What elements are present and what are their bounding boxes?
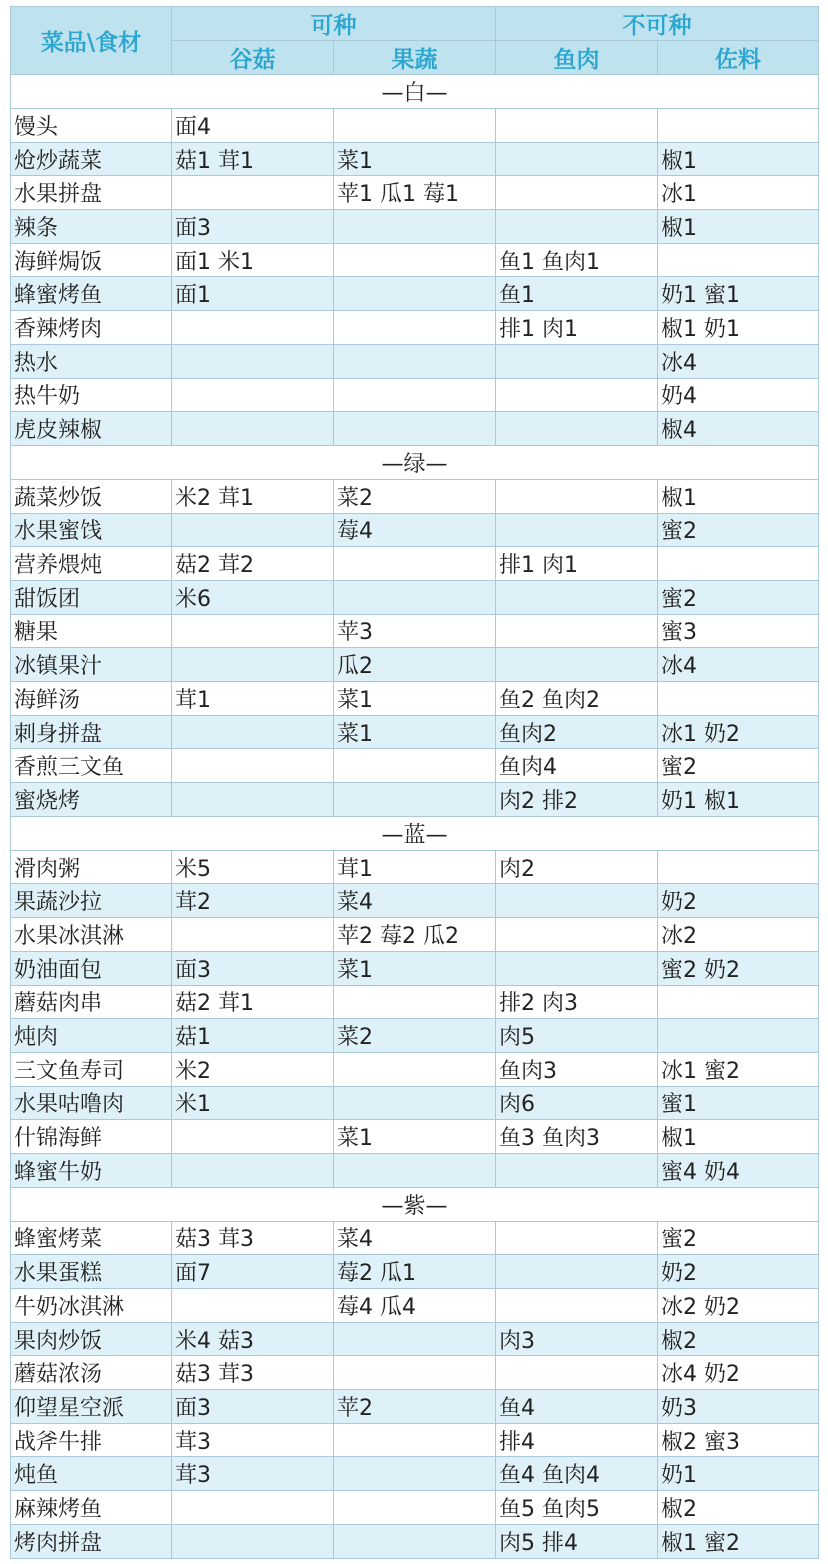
dish-name-cell: 馒头 [11,109,172,143]
fruit-vegetable-cell [334,344,496,378]
dish-name-cell: 香辣烤肉 [11,311,172,345]
dish-name-cell: 香煎三文鱼 [11,749,172,783]
grain-mushroom-cell [172,783,334,817]
fish-meat-cell: 排4 [496,1423,658,1457]
table-row [11,109,819,143]
grain-mushroom-cell [172,412,334,446]
dish-name-cell: 水果咕噜肉 [11,1086,172,1120]
fruit-vegetable-cell [334,109,496,143]
header-column-seasoning: 佐料 [658,41,819,75]
fish-meat-cell [496,884,658,918]
grain-mushroom-cell: 面1 米1 [172,243,334,277]
seasoning-cell: 椒2 [658,1491,819,1525]
recipe-ingredient-table-container [10,6,818,1559]
fruit-vegetable-cell [334,1153,496,1187]
header-corner-dish-ingredient: 菜品\食材 [11,7,172,75]
seasoning-cell: 蜜3 [658,614,819,648]
fish-meat-cell: 鱼1 鱼肉1 [496,243,658,277]
dish-name-cell: 滑肉粥 [11,850,172,884]
grain-mushroom-cell: 面1 [172,277,334,311]
table-row [11,682,819,716]
fruit-vegetable-cell [334,1356,496,1390]
seasoning-cell [658,1019,819,1053]
fruit-vegetable-cell [334,1322,496,1356]
fruit-vegetable-cell: 苹3 [334,614,496,648]
table-row [11,311,819,345]
grain-mushroom-cell: 面3 [172,1390,334,1424]
dish-name-cell: 水果拼盘 [11,176,172,210]
fish-meat-cell [496,918,658,952]
table-row [11,614,819,648]
section-header-row [11,1187,819,1221]
table-row [11,1255,819,1289]
grain-mushroom-cell [172,918,334,952]
section-header-row [11,75,819,109]
dish-name-cell: 水果冰淇淋 [11,918,172,952]
dish-name-cell: 三文鱼寿司 [11,1052,172,1086]
fruit-vegetable-cell: 菜4 [334,884,496,918]
fruit-vegetable-cell [334,1524,496,1558]
seasoning-cell: 冰4 [658,648,819,682]
fruit-vegetable-cell: 苹1 瓜1 莓1 [334,176,496,210]
grain-mushroom-cell: 米6 [172,580,334,614]
grain-mushroom-cell: 米5 [172,850,334,884]
grain-mushroom-cell: 菇3 茸3 [172,1221,334,1255]
fish-meat-cell: 肉5 排4 [496,1524,658,1558]
fruit-vegetable-cell: 菜1 [334,951,496,985]
seasoning-cell: 冰1 奶2 [658,715,819,749]
grain-mushroom-cell: 米2 [172,1052,334,1086]
section-title: —绿— [11,445,819,479]
grain-mushroom-cell: 面4 [172,109,334,143]
dish-name-cell: 蘑菇肉串 [11,985,172,1019]
seasoning-cell: 蜜4 奶4 [658,1153,819,1187]
dish-name-cell: 蜜烧烤 [11,783,172,817]
fruit-vegetable-cell: 菜1 [334,1120,496,1154]
seasoning-cell: 椒2 [658,1322,819,1356]
table-row [11,1322,819,1356]
fruit-vegetable-cell [334,580,496,614]
table-row [11,412,819,446]
fruit-vegetable-cell: 莓4 瓜4 [334,1289,496,1323]
dish-name-cell: 水果蜜饯 [11,513,172,547]
table-row [11,580,819,614]
seasoning-cell: 冰4 [658,344,819,378]
fish-meat-cell [496,176,658,210]
dish-name-cell: 海鲜焗饭 [11,243,172,277]
grain-mushroom-cell [172,1120,334,1154]
seasoning-cell: 冰2 [658,918,819,952]
seasoning-cell: 奶4 [658,378,819,412]
grain-mushroom-cell: 菇2 茸2 [172,547,334,581]
fruit-vegetable-cell [334,985,496,1019]
table-row [11,210,819,244]
fruit-vegetable-cell [334,749,496,783]
fish-meat-cell [496,614,658,648]
table-row [11,1153,819,1187]
table-row [11,1019,819,1053]
dish-name-cell: 蜂蜜烤菜 [11,1221,172,1255]
table-header [11,7,819,75]
grain-mushroom-cell [172,1524,334,1558]
seasoning-cell: 奶1 [658,1457,819,1491]
seasoning-cell: 奶2 [658,1255,819,1289]
section-title: —白— [11,75,819,109]
dish-name-cell: 蜂蜜烤鱼 [11,277,172,311]
table-row [11,243,819,277]
grain-mushroom-cell: 面7 [172,1255,334,1289]
fruit-vegetable-cell [334,1052,496,1086]
fruit-vegetable-cell: 苹2 [334,1390,496,1424]
fish-meat-cell [496,1221,658,1255]
grain-mushroom-cell: 面3 [172,210,334,244]
dish-name-cell: 果肉炒饭 [11,1322,172,1356]
grain-mushroom-cell: 菇1 茸1 [172,142,334,176]
dish-name-cell: 热水 [11,344,172,378]
seasoning-cell: 椒1 蜜2 [658,1524,819,1558]
fish-meat-cell [496,1356,658,1390]
dish-name-cell: 炖肉 [11,1019,172,1053]
grain-mushroom-cell [172,715,334,749]
fruit-vegetable-cell [334,378,496,412]
header-column-fish-meat: 鱼肉 [496,41,658,75]
dish-name-cell: 虎皮辣椒 [11,412,172,446]
dish-name-cell: 牛奶冰淇淋 [11,1289,172,1323]
dish-name-cell: 仰望星空派 [11,1390,172,1424]
grain-mushroom-cell: 米1 [172,1086,334,1120]
fruit-vegetable-cell [334,1423,496,1457]
table-row [11,1390,819,1424]
table-row [11,1457,819,1491]
table-row [11,344,819,378]
fruit-vegetable-cell [334,210,496,244]
fish-meat-cell: 鱼1 [496,277,658,311]
fish-meat-cell [496,580,658,614]
section-title: —蓝— [11,816,819,850]
table-row [11,1356,819,1390]
section-header-row [11,816,819,850]
grain-mushroom-cell: 菇1 [172,1019,334,1053]
dish-name-cell: 蜂蜜牛奶 [11,1153,172,1187]
table-row [11,850,819,884]
table-row [11,985,819,1019]
fish-meat-cell: 肉2 [496,850,658,884]
fish-meat-cell: 排1 肉1 [496,547,658,581]
dish-name-cell: 冰镇果汁 [11,648,172,682]
fruit-vegetable-cell: 茸1 [334,850,496,884]
fish-meat-cell: 鱼2 鱼肉2 [496,682,658,716]
seasoning-cell: 蜜2 [658,513,819,547]
seasoning-cell [658,109,819,143]
fruit-vegetable-cell [334,1457,496,1491]
seasoning-cell: 奶1 蜜1 [658,277,819,311]
fish-meat-cell [496,479,658,513]
seasoning-cell [658,243,819,277]
seasoning-cell: 椒1 [658,479,819,513]
fish-meat-cell [496,1153,658,1187]
seasoning-cell [658,682,819,716]
seasoning-cell: 冰4 奶2 [658,1356,819,1390]
grain-mushroom-cell: 菇2 茸1 [172,985,334,1019]
fish-meat-cell [496,1289,658,1323]
header-column-grain-mushroom: 谷菇 [172,41,334,75]
seasoning-cell: 蜜2 [658,580,819,614]
fish-meat-cell: 鱼4 [496,1390,658,1424]
dish-name-cell: 奶油面包 [11,951,172,985]
fish-meat-cell: 肉6 [496,1086,658,1120]
dish-name-cell: 甜饭团 [11,580,172,614]
fruit-vegetable-cell [334,783,496,817]
grain-mushroom-cell [172,1153,334,1187]
fish-meat-cell [496,109,658,143]
grain-mushroom-cell: 茸1 [172,682,334,716]
grain-mushroom-cell: 茸2 [172,884,334,918]
dish-name-cell: 海鲜汤 [11,682,172,716]
fruit-vegetable-cell: 菜4 [334,1221,496,1255]
fruit-vegetable-cell [334,311,496,345]
fruit-vegetable-cell [334,412,496,446]
dish-name-cell: 蔬菜炒饭 [11,479,172,513]
table-row [11,749,819,783]
seasoning-cell: 奶2 [658,884,819,918]
table-row [11,1120,819,1154]
seasoning-cell: 蜜2 奶2 [658,951,819,985]
section-header-row [11,445,819,479]
table-row [11,547,819,581]
grain-mushroom-cell: 米2 茸1 [172,479,334,513]
fish-meat-cell: 肉5 [496,1019,658,1053]
fish-meat-cell: 排2 肉3 [496,985,658,1019]
grain-mushroom-cell [172,1491,334,1525]
table-row [11,1052,819,1086]
fruit-vegetable-cell: 菜1 [334,142,496,176]
fish-meat-cell: 鱼4 鱼肉4 [496,1457,658,1491]
dish-name-cell: 水果蛋糕 [11,1255,172,1289]
table-row [11,1221,819,1255]
fish-meat-cell [496,1255,658,1289]
table-row [11,1289,819,1323]
seasoning-cell: 蜜1 [658,1086,819,1120]
dish-name-cell: 蘑菇浓汤 [11,1356,172,1390]
grain-mushroom-cell: 面3 [172,951,334,985]
header-column-fruit-vegetable: 果蔬 [334,41,496,75]
grain-mushroom-cell [172,648,334,682]
dish-name-cell: 战斧牛排 [11,1423,172,1457]
table-row [11,513,819,547]
seasoning-cell: 椒2 蜜3 [658,1423,819,1457]
dish-name-cell: 营养煨炖 [11,547,172,581]
seasoning-cell [658,985,819,1019]
table-row [11,277,819,311]
dish-name-cell: 糖果 [11,614,172,648]
fish-meat-cell: 肉3 [496,1322,658,1356]
table-row [11,1491,819,1525]
fish-meat-cell [496,142,658,176]
table-row [11,648,819,682]
fish-meat-cell [496,378,658,412]
fruit-vegetable-cell: 菜1 [334,715,496,749]
seasoning-cell: 椒1 [658,210,819,244]
seasoning-cell: 奶3 [658,1390,819,1424]
fish-meat-cell [496,951,658,985]
fish-meat-cell: 鱼肉4 [496,749,658,783]
seasoning-cell: 蜜2 [658,749,819,783]
fruit-vegetable-cell: 苹2 莓2 瓜2 [334,918,496,952]
seasoning-cell: 椒1 [658,1120,819,1154]
table-row [11,479,819,513]
header-group-not-plantable: 不可种 [496,7,819,41]
fish-meat-cell: 排1 肉1 [496,311,658,345]
table-row [11,1524,819,1558]
fish-meat-cell [496,344,658,378]
fruit-vegetable-cell [334,547,496,581]
fruit-vegetable-cell: 菜2 [334,479,496,513]
header-group-plantable: 可种 [172,7,496,41]
grain-mushroom-cell [172,176,334,210]
seasoning-cell: 冰1 蜜2 [658,1052,819,1086]
fruit-vegetable-cell: 瓜2 [334,648,496,682]
fruit-vegetable-cell: 莓4 [334,513,496,547]
fish-meat-cell: 肉2 排2 [496,783,658,817]
dish-name-cell: 刺身拼盘 [11,715,172,749]
fruit-vegetable-cell: 莓2 瓜1 [334,1255,496,1289]
seasoning-cell: 冰1 [658,176,819,210]
seasoning-cell: 椒1 奶1 [658,311,819,345]
table-row [11,715,819,749]
table-row [11,1423,819,1457]
fish-meat-cell: 鱼肉3 [496,1052,658,1086]
grain-mushroom-cell [172,311,334,345]
fruit-vegetable-cell [334,243,496,277]
table-body [11,75,819,1559]
fruit-vegetable-cell [334,1491,496,1525]
fruit-vegetable-cell [334,1086,496,1120]
grain-mushroom-cell [172,614,334,648]
fish-meat-cell [496,648,658,682]
seasoning-cell [658,547,819,581]
table-row [11,951,819,985]
fish-meat-cell [496,412,658,446]
dish-name-cell: 果蔬沙拉 [11,884,172,918]
table-row [11,1086,819,1120]
recipe-ingredient-table [10,6,819,1559]
seasoning-cell: 蜜2 [658,1221,819,1255]
grain-mushroom-cell [172,344,334,378]
dish-name-cell: 辣条 [11,210,172,244]
seasoning-cell: 椒1 [658,142,819,176]
grain-mushroom-cell [172,749,334,783]
table-row [11,918,819,952]
section-title: —紫— [11,1187,819,1221]
dish-name-cell: 热牛奶 [11,378,172,412]
grain-mushroom-cell [172,513,334,547]
seasoning-cell: 冰2 奶2 [658,1289,819,1323]
dish-name-cell: 炝炒蔬菜 [11,142,172,176]
dish-name-cell: 什锦海鲜 [11,1120,172,1154]
grain-mushroom-cell: 茸3 [172,1457,334,1491]
seasoning-cell: 奶1 椒1 [658,783,819,817]
table-row [11,378,819,412]
fruit-vegetable-cell: 菜1 [334,682,496,716]
fish-meat-cell: 鱼肉2 [496,715,658,749]
fish-meat-cell: 鱼5 鱼肉5 [496,1491,658,1525]
grain-mushroom-cell: 茸3 [172,1423,334,1457]
fish-meat-cell [496,513,658,547]
grain-mushroom-cell: 菇3 茸3 [172,1356,334,1390]
dish-name-cell: 炖鱼 [11,1457,172,1491]
table-row [11,884,819,918]
table-row [11,142,819,176]
dish-name-cell: 烤肉拼盘 [11,1524,172,1558]
dish-name-cell: 麻辣烤鱼 [11,1491,172,1525]
table-row [11,783,819,817]
grain-mushroom-cell: 米4 菇3 [172,1322,334,1356]
grain-mushroom-cell [172,378,334,412]
fish-meat-cell [496,210,658,244]
grain-mushroom-cell [172,1289,334,1323]
table-row [11,176,819,210]
fruit-vegetable-cell: 菜2 [334,1019,496,1053]
seasoning-cell [658,850,819,884]
seasoning-cell: 椒4 [658,412,819,446]
fruit-vegetable-cell [334,277,496,311]
fish-meat-cell: 鱼3 鱼肉3 [496,1120,658,1154]
